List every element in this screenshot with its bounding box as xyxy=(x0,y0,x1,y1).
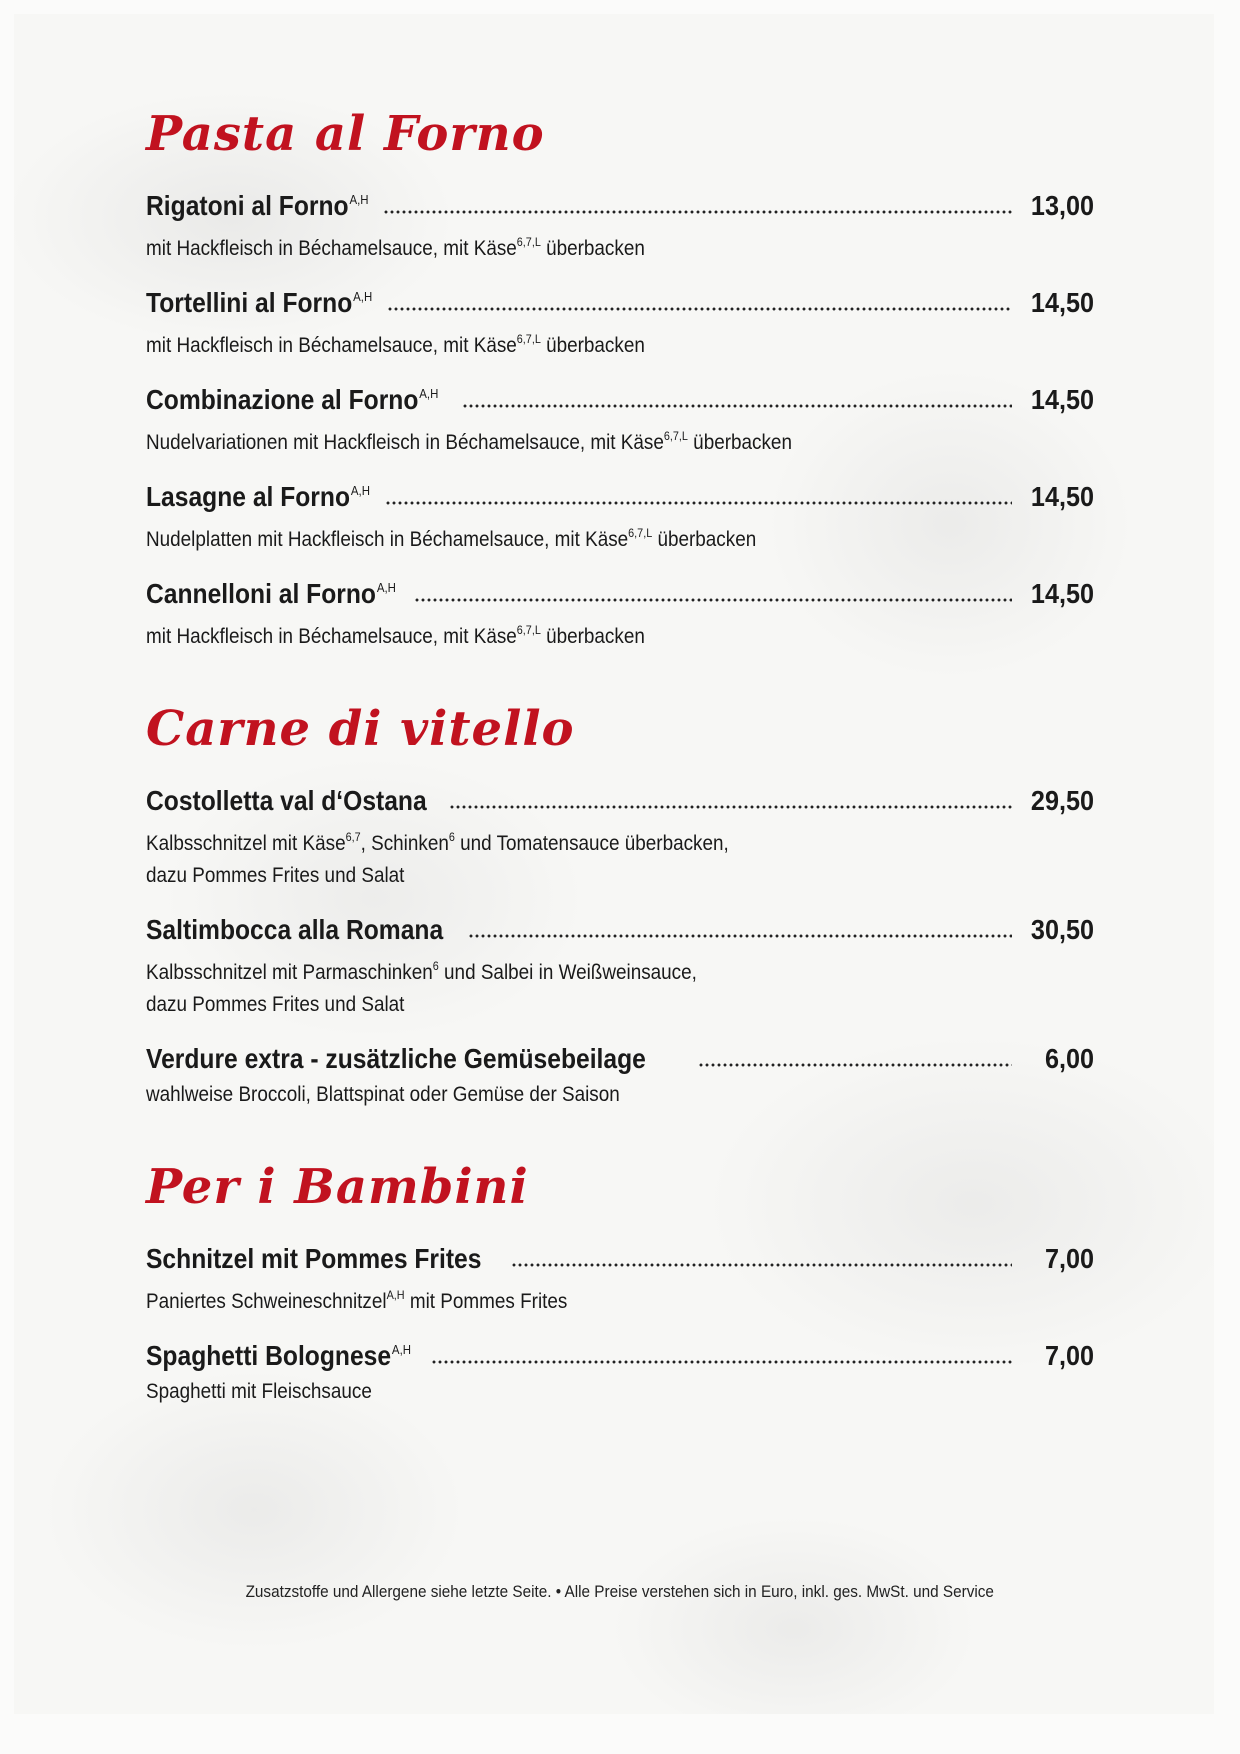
menu-item-line xyxy=(146,1243,1094,1275)
section-title: Per i Bambini xyxy=(146,1159,529,1215)
description-text: Spaghetti mit Fleischsauce xyxy=(146,1380,372,1403)
menu-item-line xyxy=(146,1043,1094,1075)
dish-description xyxy=(146,950,1093,1021)
dish-name-text: Schnitzel mit Pommes Frites xyxy=(146,1243,482,1274)
dish-description xyxy=(146,1279,1093,1318)
dish-name xyxy=(146,914,443,946)
dish-name xyxy=(146,287,372,319)
dot-leader xyxy=(698,1062,1012,1068)
menu-section-carne-di-vitello xyxy=(146,701,1094,1111)
dish-name xyxy=(146,1340,411,1372)
dish-name xyxy=(146,785,427,817)
dish-name xyxy=(146,1243,481,1275)
dish-price: 30,50 xyxy=(1030,914,1094,945)
menu-item-line xyxy=(146,190,1094,222)
description-text: mit Hackfleisch in Béchamelsauce, mit Käse xyxy=(146,237,517,260)
menu-item xyxy=(146,481,1094,556)
dot-leader xyxy=(414,597,1012,603)
allergen-superscript: A,H xyxy=(353,289,373,304)
dot-leader xyxy=(462,403,1012,409)
dish-name xyxy=(146,384,438,416)
description-text: und Tomatensauce überbacken, xyxy=(454,832,729,855)
dot-leader xyxy=(511,1262,1012,1268)
description-superscript: 6,7,L xyxy=(516,623,541,637)
description-text: überbacken xyxy=(540,334,645,357)
dish-price: 7,00 xyxy=(1044,1340,1094,1371)
description-text: Nudelvariationen mit Hackfleisch in Béchamelsauce, mit Käse xyxy=(146,431,664,454)
menu-item xyxy=(146,190,1094,265)
allergen-superscript: A,H xyxy=(350,483,370,498)
dish-name-text: Spaghetti Bolognese xyxy=(146,1340,392,1371)
allergen-superscript: A,H xyxy=(349,192,369,207)
dish-name-text: Saltimbocca alla Romana xyxy=(146,914,444,945)
description-text: mit Pommes Frites xyxy=(404,1290,568,1313)
dish-description xyxy=(146,323,1093,362)
dish-price: 14,50 xyxy=(1030,578,1094,609)
description-superscript: 6,7,L xyxy=(516,235,541,249)
description-text: überbacken xyxy=(540,625,645,648)
section-title: Carne di vitello xyxy=(146,701,575,757)
description-superscript: 6,7 xyxy=(345,830,361,844)
description-superscript: 6,7,L xyxy=(516,332,541,346)
footer-note xyxy=(0,1582,1240,1602)
dot-leader xyxy=(383,209,1012,215)
menu-item xyxy=(146,578,1094,653)
menu-item-line xyxy=(146,287,1094,319)
dish-price: 14,50 xyxy=(1030,287,1094,318)
dish-description xyxy=(146,517,1093,556)
allergen-superscript: A,H xyxy=(376,580,396,595)
dish-name xyxy=(146,190,369,222)
dish-name-text: Lasagne al Forno xyxy=(146,481,351,512)
description-text: wahlweise Broccoli, Blattspinat oder Gemüse der Saison xyxy=(146,1083,620,1106)
menu-item xyxy=(146,1340,1094,1408)
menu-item-line xyxy=(146,481,1094,513)
description-text: überbacken xyxy=(540,237,645,260)
dish-name xyxy=(146,481,370,513)
description-text: Paniertes Schweineschnitzel xyxy=(146,1290,387,1313)
dish-description xyxy=(146,1079,1093,1111)
dish-description xyxy=(146,226,1093,265)
menu-item xyxy=(146,287,1094,362)
description-text: , Schinken xyxy=(360,832,449,855)
allergen-superscript: A,H xyxy=(391,1342,412,1357)
dot-leader xyxy=(468,933,1012,939)
dot-leader xyxy=(385,500,1013,506)
description-text: überbacken xyxy=(687,431,792,454)
menu-item-line xyxy=(146,578,1094,610)
description-superscript: 6,7,L xyxy=(663,429,688,443)
description-text: dazu Pommes Frites und Salat xyxy=(146,993,405,1016)
description-superscript: 6,7,L xyxy=(628,526,653,540)
description-text: überbacken xyxy=(652,528,757,551)
dish-name xyxy=(146,1043,646,1075)
description-text: Nudelplatten mit Hackfleisch in Béchamelsauce, mit Käse xyxy=(146,528,629,551)
menu-section-pasta-al-forno xyxy=(146,106,1094,653)
dish-price: 14,50 xyxy=(1030,384,1094,415)
dish-price: 14,50 xyxy=(1030,481,1094,512)
dish-name-text: Combinazione al Forno xyxy=(146,384,419,415)
dish-name-text: Costolletta val d‘Ostana xyxy=(146,785,427,816)
dish-price: 6,00 xyxy=(1044,1043,1094,1074)
dish-name-text: Rigatoni al Forno xyxy=(146,190,349,221)
allergen-superscript: A,H xyxy=(419,386,439,401)
menu-item-line xyxy=(146,384,1094,416)
dish-price: 29,50 xyxy=(1030,785,1094,816)
description-superscript: 6 xyxy=(432,959,439,973)
dish-name-text: Tortellini al Forno xyxy=(146,287,353,318)
dish-description xyxy=(146,821,1093,892)
menu-item-line xyxy=(146,785,1094,817)
menu-item xyxy=(146,1243,1094,1318)
menu-item-line xyxy=(146,914,1094,946)
dish-description xyxy=(146,1376,1093,1408)
menu-item xyxy=(146,1043,1094,1111)
footer-text: Zusatzstoffe und Allergene siehe letzte Seite. • Alle Preise verstehen sich in Euro, inkl. ges. MwSt. und Service xyxy=(245,1582,995,1601)
menu-item xyxy=(146,914,1094,1021)
dish-description xyxy=(146,420,1093,459)
description-text: mit Hackfleisch in Béchamelsauce, mit Käse xyxy=(146,334,517,357)
dish-price: 7,00 xyxy=(1044,1243,1094,1274)
description-text: und Salbei in Weißweinsauce, xyxy=(438,961,697,984)
dot-leader xyxy=(449,804,1012,810)
dish-description xyxy=(146,614,1093,653)
menu-section-per-i-bambini xyxy=(146,1159,1094,1408)
dish-name-text: Verdure extra - zusätzliche Gemüsebeilage xyxy=(146,1043,646,1074)
description-text: Kalbsschnitzel mit Käse xyxy=(146,832,346,855)
dot-leader xyxy=(431,1359,1012,1365)
menu-item-line xyxy=(146,1340,1094,1372)
description-text: dazu Pommes Frites und Salat xyxy=(146,864,405,887)
dot-leader xyxy=(387,306,1012,312)
dish-name xyxy=(146,578,396,610)
menu-item xyxy=(146,384,1094,459)
description-text: mit Hackfleisch in Béchamelsauce, mit Käse xyxy=(146,625,517,648)
dish-price: 13,00 xyxy=(1030,190,1094,221)
menu-item xyxy=(146,785,1094,892)
section-title: Pasta al Forno xyxy=(146,106,545,162)
description-superscript: 6 xyxy=(448,830,455,844)
description-superscript: A,H xyxy=(386,1288,405,1302)
description-text: Kalbsschnitzel mit Parmaschinken xyxy=(146,961,433,984)
menu-content xyxy=(146,106,1094,1460)
dish-name-text: Cannelloni al Forno xyxy=(146,578,376,609)
